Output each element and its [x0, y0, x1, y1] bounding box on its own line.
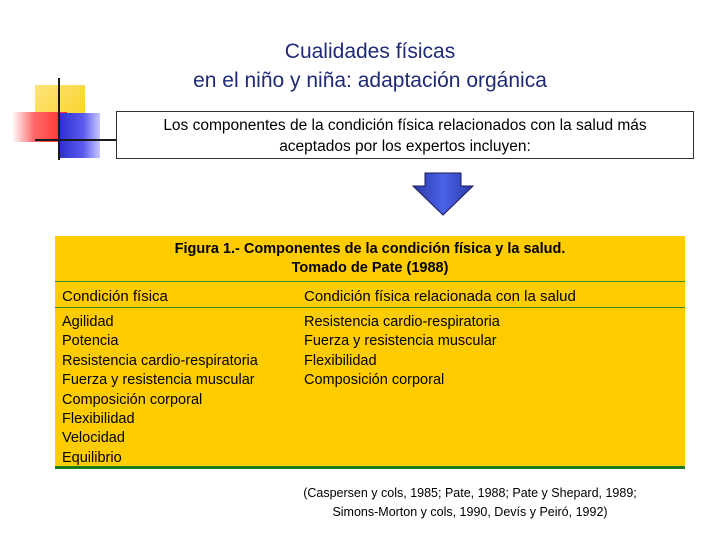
list-item: Flexibilidad	[62, 411, 135, 428]
table-header-physical-condition: Condición física	[62, 288, 168, 305]
decor-vertical-line	[58, 78, 60, 160]
slide-title-line-2: en el niño y niña: adaptación orgánica	[193, 69, 547, 92]
intro-box	[116, 111, 694, 159]
list-item: Fuerza y resistencia muscular	[62, 372, 255, 389]
list-item: Potencia	[62, 333, 119, 350]
column-physical-condition	[62, 313, 258, 468]
list-item: Composición corporal	[304, 372, 445, 389]
column-health-condition	[304, 313, 500, 391]
decor-blue-square	[58, 113, 100, 158]
decor-horizontal-line	[35, 139, 120, 141]
figure-caption	[55, 236, 685, 281]
list-item: Agilidad	[62, 314, 114, 330]
figure-caption-line-1: Figura 1.- Componentes de la condición física y la salud.	[174, 241, 566, 257]
table-header	[55, 281, 685, 308]
citation-line-2: Simons-Morton y cols, 1990, Devís y Peiró, 1992)	[332, 505, 608, 519]
list-item: Resistencia cardio-respiratoria	[304, 314, 500, 330]
list-item: Velocidad	[62, 430, 125, 447]
figure-caption-line-2: Tomado de Pate (1988)	[291, 260, 449, 276]
intro-text-line-1: Los componentes de la condición física relacionados con la salud más	[163, 117, 647, 134]
components-table	[55, 281, 685, 469]
list-item: Fuerza y resistencia muscular	[304, 333, 497, 350]
down-arrow-icon	[412, 172, 474, 216]
list-item: Flexibilidad	[304, 352, 377, 369]
list-item: Resistencia cardio-respiratoria	[62, 352, 258, 369]
citation	[270, 484, 670, 522]
citation-line-1: (Caspersen y cols, 1985; Pate, 1988; Pate y Shepard, 1989;	[303, 486, 637, 500]
slide-title-line-1: Cualidades físicas	[284, 40, 456, 63]
list-item: Equilibrio	[62, 449, 122, 466]
intro-text-line-2: aceptados por los expertos incluyen:	[279, 138, 531, 155]
list-item: Composición corporal	[62, 391, 203, 408]
table-header-health-condition: Condición física relacionada con la salud	[304, 288, 576, 305]
